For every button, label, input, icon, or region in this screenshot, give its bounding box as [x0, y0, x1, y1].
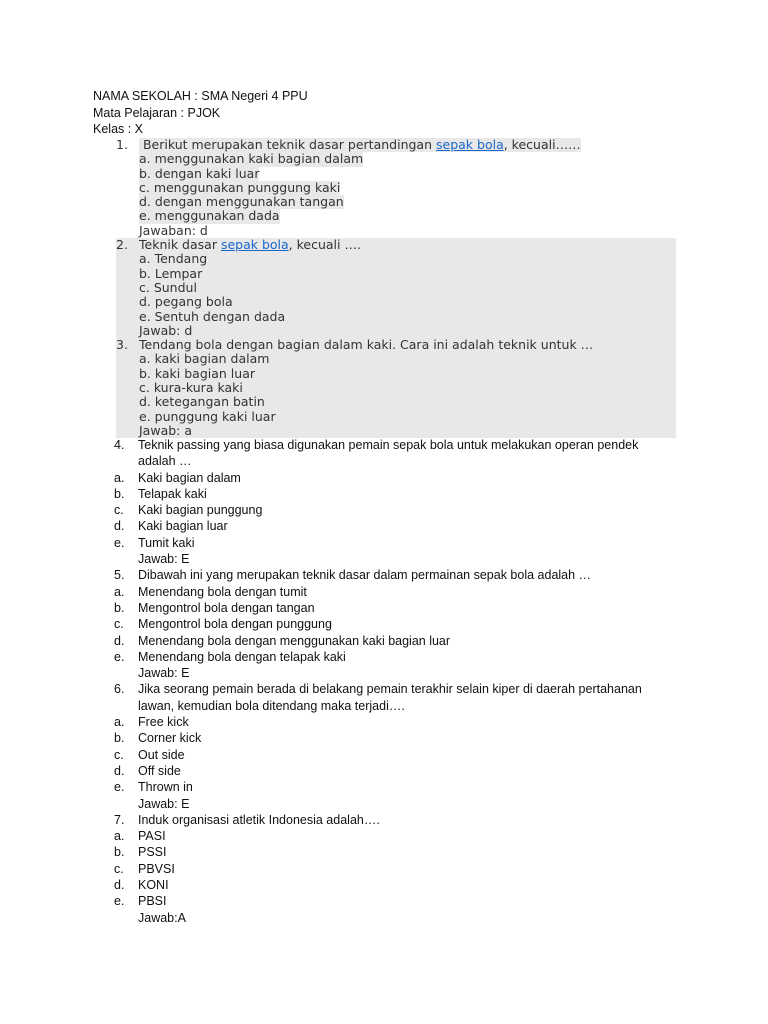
option-text: Telapak kaki: [138, 486, 207, 501]
option-text: PSSI: [138, 845, 167, 860]
subject-name: Mata Pelajaran : PJOK: [93, 105, 221, 120]
question-5: [114, 567, 674, 681]
answer: Jawab:A: [138, 910, 186, 925]
question-number: 7.: [114, 812, 125, 827]
answer: Jawaban: d: [139, 222, 208, 238]
option-b: b. Lempar: [139, 265, 203, 281]
question-number: 6.: [114, 682, 125, 697]
option-text: PBVSI: [138, 861, 175, 876]
answer: Jawab: E: [138, 666, 190, 681]
question-3: [116, 338, 676, 438]
question-text: Induk organisasi atletik Indonesia adalah….: [138, 812, 380, 827]
question-6: [114, 681, 674, 811]
option-e: e. punggung kaki luar: [139, 408, 276, 424]
option-text: Thrown in: [138, 780, 193, 795]
option-mark: d.: [114, 878, 125, 893]
option-mark: b.: [114, 845, 125, 860]
option-a: a. Tendang: [139, 251, 208, 267]
option-mark: b.: [114, 600, 125, 615]
option-text: Mengontrol bola dengan punggung: [138, 617, 332, 632]
option-text: Menendang bola dengan tumit: [138, 584, 307, 599]
option-text: KONI: [138, 878, 169, 893]
answer: Jawab: a: [139, 422, 193, 438]
option-text: PBSI: [138, 894, 167, 909]
sepak-bola-link[interactable]: sepak bola: [220, 237, 289, 253]
option-mark: e.: [114, 894, 125, 909]
class-name: Kelas : X: [93, 122, 144, 136]
option-mark: e.: [114, 780, 125, 795]
option-text: Tumit kaki: [138, 535, 195, 550]
option-mark: a.: [114, 829, 125, 844]
question-2: [116, 238, 676, 338]
school-name: NAMA SEKOLAH : SMA Negeri 4 PPU: [93, 89, 308, 103]
question-1: [116, 138, 676, 238]
highlighted-questions: [116, 138, 676, 438]
option-mark: c.: [114, 747, 124, 762]
question-text: Teknik dasar: [139, 237, 221, 253]
question-text-end: , kecuali……: [503, 137, 581, 152]
question-number: 4.: [114, 438, 125, 452]
question-7: [114, 812, 674, 926]
option-text: PASI: [138, 829, 166, 844]
option-mark: d.: [114, 633, 125, 648]
option-mark: b.: [114, 731, 125, 746]
option-text: Menendang bola dengan menggunakan kaki bagian luar: [138, 633, 451, 648]
plain-questions: [114, 437, 674, 926]
sepak-bola-link[interactable]: sepak bola: [436, 137, 504, 152]
option-d: d. ketegangan batin: [139, 394, 265, 410]
answer: Jawab: E: [138, 796, 190, 811]
question-text: Teknik passing yang biasa digunakan pemain sepak bola untuk melakukan operan pendek: [138, 438, 639, 452]
question-4: [114, 437, 674, 567]
question-text-cont: lawan, kemudian bola ditendang maka terjadi….: [138, 698, 405, 713]
option-a: a. kaki bagian dalam: [139, 351, 270, 367]
option-text: Mengontrol bola dengan tangan: [138, 600, 315, 615]
option-text: Out side: [138, 747, 185, 762]
option-d: d. pegang bola: [139, 294, 233, 310]
option-text: Menendang bola dengan telapak kaki: [138, 649, 346, 664]
option-mark: c.: [114, 503, 124, 518]
option-mark: d.: [114, 763, 125, 778]
option-c: c. menggunakan punggung kaki: [139, 179, 341, 195]
option-e: e. menggunakan dada: [139, 208, 280, 224]
option-d: d. dengan menggunakan tangan: [139, 194, 344, 210]
option-text: Kaki bagian punggung: [138, 503, 263, 518]
option-mark: a.: [114, 584, 125, 599]
option-mark: e.: [114, 649, 125, 664]
question-text-end: , kecuali ….: [288, 237, 361, 253]
option-mark: a.: [114, 470, 125, 485]
question-text: Jika seorang pemain berada di belakang pemain terakhir selain kiper di daerah pertahanan: [138, 682, 642, 697]
option-mark: d.: [114, 519, 125, 534]
question-number: 2.: [116, 237, 128, 253]
option-text: Off side: [138, 763, 181, 778]
question-text-cont: adalah …: [138, 454, 192, 469]
option-text: Kaki bagian dalam: [138, 470, 241, 485]
option-mark: c.: [114, 861, 124, 876]
option-c: c. Sundul: [139, 279, 197, 295]
option-b: b. dengan kaki luar: [139, 165, 260, 181]
answer: Jawab: d: [139, 322, 193, 338]
question-number: 3.: [116, 337, 128, 353]
document-header: [93, 88, 308, 138]
question-number: 5.: [114, 568, 125, 583]
option-text: Kaki bagian luar: [138, 519, 228, 534]
question-text: Dibawah ini yang merupakan teknik dasar dalam permainan sepak bola adalah …: [138, 568, 592, 583]
option-mark: a.: [114, 715, 125, 730]
question-text: Tendang bola dengan bagian dalam kaki. Cara ini adalah teknik untuk …: [139, 337, 594, 353]
option-b: b. kaki bagian luar: [139, 365, 255, 381]
option-c: c. kura-kura kaki: [139, 380, 243, 396]
question-number: 1.: [116, 137, 128, 152]
answer: Jawab: E: [138, 552, 190, 567]
option-e: e. Sentuh dengan dada: [139, 308, 286, 324]
option-a: a. menggunakan kaki bagian dalam: [139, 151, 364, 167]
option-mark: e.: [114, 535, 125, 550]
question-text: Berikut merupakan teknik dasar pertandingan: [139, 137, 436, 152]
option-text: Free kick: [138, 715, 189, 730]
option-mark: b.: [114, 486, 125, 501]
option-mark: c.: [114, 617, 124, 632]
highlight-region: [116, 238, 676, 438]
option-text: Corner kick: [138, 731, 202, 746]
